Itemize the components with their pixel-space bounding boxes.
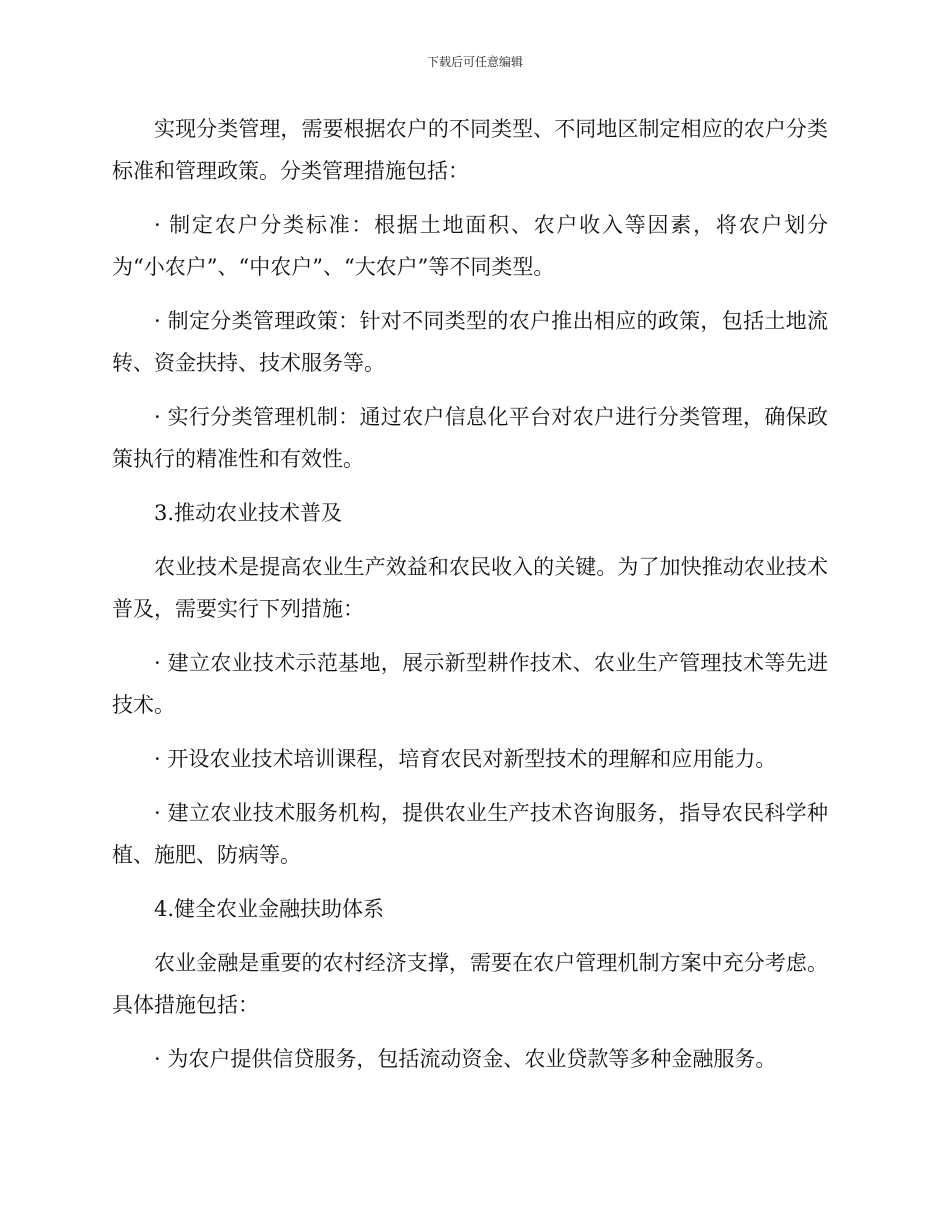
bullet-technology-training: · 开设农业技术培训课程，培育农民对新型技术的理解和应用能力。 (154, 747, 777, 771)
document-body (112, 108, 828, 1092)
bullet-classification-policy: · 制定分类管理政策：针对不同类型的农户推出相应的政策，包括土地流转、资金扶持、技术服务等。 (112, 309, 828, 375)
bullet-technology-demo-base: · 建立农业技术示范基地，展示新型耕作技术、农业生产管理技术等先进技术。 (112, 651, 828, 717)
section-heading-technology: 3.推动农业技术普及 (154, 501, 343, 525)
bullet-finance-credit: · 为农户提供信贷服务，包括流动资金、农业贷款等多种金融服务。 (154, 1047, 777, 1071)
section-heading-finance: 4.健全农业金融扶助体系 (154, 897, 385, 921)
paragraph-classification-intro: 实现分类管理，需要根据农户的不同类型、不同地区制定相应的农户分类标准和管理政策。分类管理措施包括： (112, 117, 828, 183)
paragraph-technology-intro: 农业技术是提高农业生产效益和农民收入的关键。为了加快推动农业技术普及，需要实行下列措施： (112, 555, 828, 621)
bullet-technology-service: · 建立农业技术服务机构，提供农业生产技术咨询服务，指导农民科学种植、施肥、防病等。 (112, 801, 828, 867)
bullet-classification-standard: · 制定农户分类标准：根据土地面积、农户收入等因素，将农户划分为“小农户”、“中农户”、“大农户”等不同类型。 (112, 213, 828, 279)
page-header-note: 下载后可任意编辑 (426, 55, 523, 69)
paragraph-finance-intro: 农业金融是重要的农村经济支撑，需要在农户管理机制方案中充分考虑。具体措施包括： (112, 951, 828, 1017)
bullet-classification-mechanism: · 实行分类管理机制：通过农户信息化平台对农户进行分类管理，确保政策执行的精准性和有效性。 (112, 405, 828, 471)
